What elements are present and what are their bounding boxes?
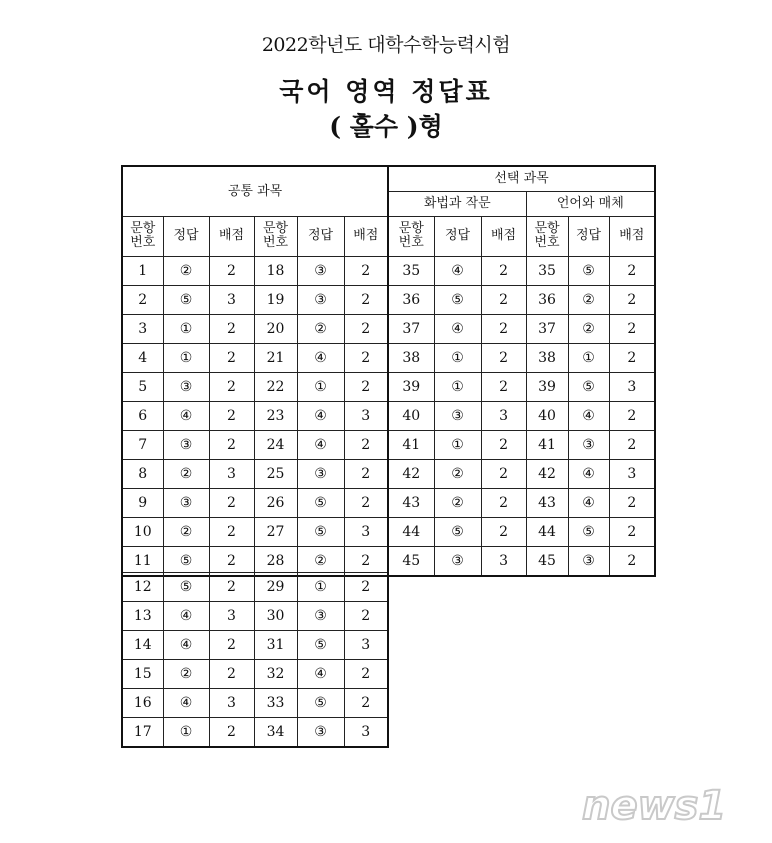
answer-key-table-continued bbox=[121, 572, 389, 748]
points-cell: 3 bbox=[609, 459, 655, 488]
question-number-cell: 38 bbox=[526, 343, 568, 372]
question-number-cell: 38 bbox=[388, 343, 434, 372]
question-number-cell: 39 bbox=[388, 372, 434, 401]
answer-cell: ③ bbox=[163, 430, 209, 459]
points-cell: 2 bbox=[609, 430, 655, 459]
points-cell: 3 bbox=[344, 718, 388, 748]
question-number-cell: 13 bbox=[122, 602, 163, 631]
question-number-cell: 2 bbox=[122, 285, 163, 314]
points-cell: 2 bbox=[344, 430, 388, 459]
column-header-number: 문항 번호 bbox=[254, 216, 297, 256]
points-cell: 2 bbox=[209, 372, 254, 401]
question-number-cell: 10 bbox=[122, 517, 163, 546]
points-cell: 2 bbox=[344, 256, 388, 285]
points-cell: 2 bbox=[209, 631, 254, 660]
question-number-cell: 6 bbox=[122, 401, 163, 430]
answer-cell: ⑤ bbox=[297, 689, 344, 718]
answer-cell: ③ bbox=[297, 718, 344, 748]
question-number-cell: 40 bbox=[388, 401, 434, 430]
answer-cell: ③ bbox=[434, 546, 481, 576]
answer-cell: ② bbox=[568, 314, 609, 343]
answer-cell: ④ bbox=[568, 401, 609, 430]
table-row bbox=[122, 660, 388, 689]
points-cell: 2 bbox=[481, 488, 526, 517]
answer-cell: ② bbox=[568, 285, 609, 314]
question-number-cell: 9 bbox=[122, 488, 163, 517]
points-cell: 2 bbox=[209, 573, 254, 602]
question-number-cell: 40 bbox=[526, 401, 568, 430]
question-number-cell: 5 bbox=[122, 372, 163, 401]
points-cell: 2 bbox=[344, 314, 388, 343]
points-cell: 2 bbox=[481, 285, 526, 314]
answer-cell: ③ bbox=[297, 459, 344, 488]
table-row bbox=[122, 573, 388, 602]
column-header-answer: 정답 bbox=[297, 216, 344, 256]
question-number-cell: 44 bbox=[388, 517, 434, 546]
question-number-cell: 25 bbox=[254, 459, 297, 488]
elective-a-header: 화법과 작문 bbox=[388, 191, 526, 216]
answer-cell: ① bbox=[297, 372, 344, 401]
points-cell: 2 bbox=[481, 430, 526, 459]
points-cell: 2 bbox=[344, 488, 388, 517]
answer-cell: ② bbox=[163, 517, 209, 546]
table-row bbox=[122, 401, 655, 430]
answer-cell: ③ bbox=[297, 602, 344, 631]
answer-cell: ④ bbox=[297, 660, 344, 689]
answer-cell: ④ bbox=[163, 631, 209, 660]
points-cell: 3 bbox=[481, 546, 526, 576]
question-number-cell: 19 bbox=[254, 285, 297, 314]
answer-cell: ① bbox=[163, 343, 209, 372]
points-cell: 2 bbox=[344, 573, 388, 602]
points-cell: 2 bbox=[209, 343, 254, 372]
points-cell: 2 bbox=[481, 517, 526, 546]
question-number-cell: 43 bbox=[388, 488, 434, 517]
points-cell: 2 bbox=[209, 660, 254, 689]
points-cell: 2 bbox=[609, 343, 655, 372]
table-row bbox=[122, 256, 655, 285]
answer-cell: ① bbox=[297, 573, 344, 602]
points-cell: 2 bbox=[609, 256, 655, 285]
column-header-number: 문항 번호 bbox=[526, 216, 568, 256]
subject-title: 국어 영역 정답표 bbox=[279, 77, 493, 106]
answer-cell: ② bbox=[297, 546, 344, 576]
points-cell: 2 bbox=[209, 314, 254, 343]
answer-cell: ④ bbox=[297, 430, 344, 459]
column-header-points: 배점 bbox=[209, 216, 254, 256]
points-cell: 2 bbox=[481, 459, 526, 488]
points-cell: 2 bbox=[609, 401, 655, 430]
points-cell: 2 bbox=[344, 343, 388, 372]
question-number-cell: 35 bbox=[388, 256, 434, 285]
column-header-points: 배점 bbox=[609, 216, 655, 256]
question-number-cell: 22 bbox=[254, 372, 297, 401]
question-number-cell: 21 bbox=[254, 343, 297, 372]
question-number-cell: 15 bbox=[122, 660, 163, 689]
question-number-cell: 28 bbox=[254, 546, 297, 576]
answer-cell: ③ bbox=[163, 488, 209, 517]
answer-cell: ④ bbox=[163, 401, 209, 430]
answer-cell: ① bbox=[434, 372, 481, 401]
points-cell: 2 bbox=[209, 401, 254, 430]
points-cell: 2 bbox=[481, 372, 526, 401]
answer-cell: ④ bbox=[297, 401, 344, 430]
question-number-cell: 20 bbox=[254, 314, 297, 343]
points-cell: 2 bbox=[609, 488, 655, 517]
question-number-cell: 8 bbox=[122, 459, 163, 488]
question-number-cell: 41 bbox=[526, 430, 568, 459]
question-number-cell: 14 bbox=[122, 631, 163, 660]
answer-cell: ① bbox=[568, 343, 609, 372]
points-cell: 2 bbox=[344, 459, 388, 488]
answer-cell: ③ bbox=[163, 372, 209, 401]
points-cell: 2 bbox=[344, 546, 388, 576]
table-row bbox=[122, 314, 655, 343]
question-number-cell: 3 bbox=[122, 314, 163, 343]
answer-cell: ① bbox=[163, 314, 209, 343]
answer-cell: ④ bbox=[568, 488, 609, 517]
table-row bbox=[122, 631, 388, 660]
answer-cell: ② bbox=[163, 660, 209, 689]
points-cell: 2 bbox=[344, 660, 388, 689]
elective-subject-header: 선택 과목 bbox=[388, 166, 655, 191]
common-subject-header: 공통 과목 bbox=[122, 166, 388, 216]
exam-type-label: ( 홀수 )형 bbox=[329, 112, 443, 141]
points-cell: 2 bbox=[209, 430, 254, 459]
table-row bbox=[122, 488, 655, 517]
question-number-cell: 17 bbox=[122, 718, 163, 748]
question-number-cell: 23 bbox=[254, 401, 297, 430]
points-cell: 3 bbox=[609, 372, 655, 401]
points-cell: 3 bbox=[209, 689, 254, 718]
question-number-cell: 45 bbox=[526, 546, 568, 576]
table-row bbox=[122, 602, 388, 631]
points-cell: 3 bbox=[344, 631, 388, 660]
question-number-cell: 45 bbox=[388, 546, 434, 576]
answer-cell: ⑤ bbox=[163, 546, 209, 576]
points-cell: 2 bbox=[481, 256, 526, 285]
table-row bbox=[122, 372, 655, 401]
answer-cell: ① bbox=[163, 718, 209, 748]
question-number-cell: 36 bbox=[388, 285, 434, 314]
points-cell: 2 bbox=[209, 718, 254, 748]
question-number-cell: 24 bbox=[254, 430, 297, 459]
table-row bbox=[122, 517, 655, 546]
answer-cell: ⑤ bbox=[297, 631, 344, 660]
answer-cell: ③ bbox=[297, 285, 344, 314]
answer-key-table bbox=[121, 165, 656, 577]
column-header-answer: 정답 bbox=[434, 216, 481, 256]
points-cell: 3 bbox=[344, 401, 388, 430]
points-cell: 2 bbox=[344, 372, 388, 401]
question-number-cell: 39 bbox=[526, 372, 568, 401]
points-cell: 2 bbox=[609, 546, 655, 576]
answer-cell: ④ bbox=[297, 343, 344, 372]
answer-cell: ④ bbox=[434, 314, 481, 343]
column-header-points: 배점 bbox=[481, 216, 526, 256]
question-number-cell: 12 bbox=[122, 573, 163, 602]
points-cell: 3 bbox=[209, 602, 254, 631]
question-number-cell: 18 bbox=[254, 256, 297, 285]
question-number-cell: 1 bbox=[122, 256, 163, 285]
column-header-number: 문항 번호 bbox=[122, 216, 163, 256]
table-row bbox=[122, 343, 655, 372]
question-number-cell: 34 bbox=[254, 718, 297, 748]
elective-b-header: 언어와 매체 bbox=[526, 191, 655, 216]
answer-cell: ⑤ bbox=[568, 372, 609, 401]
news1-logo-mark bbox=[582, 783, 726, 829]
column-header-number: 문항 번호 bbox=[388, 216, 434, 256]
answer-cell: ⑤ bbox=[297, 517, 344, 546]
question-number-cell: 26 bbox=[254, 488, 297, 517]
answer-cell: ② bbox=[297, 314, 344, 343]
points-cell: 2 bbox=[609, 314, 655, 343]
answer-cell: ⑤ bbox=[568, 517, 609, 546]
points-cell: 3 bbox=[344, 517, 388, 546]
question-number-cell: 44 bbox=[526, 517, 568, 546]
exam-title: 2022학년도 대학수학능력시험 bbox=[261, 34, 511, 56]
question-number-cell: 36 bbox=[526, 285, 568, 314]
answer-cell: ③ bbox=[568, 430, 609, 459]
answer-cell: ③ bbox=[434, 401, 481, 430]
answer-cell: ④ bbox=[163, 602, 209, 631]
points-cell: 2 bbox=[609, 285, 655, 314]
answer-cell: ⑤ bbox=[163, 285, 209, 314]
column-header-points: 배점 bbox=[344, 216, 388, 256]
answer-cell: ③ bbox=[297, 256, 344, 285]
answer-cell: ③ bbox=[568, 546, 609, 576]
points-cell: 2 bbox=[481, 343, 526, 372]
question-number-cell: 42 bbox=[526, 459, 568, 488]
question-number-cell: 30 bbox=[254, 602, 297, 631]
question-number-cell: 35 bbox=[526, 256, 568, 285]
points-cell: 2 bbox=[344, 285, 388, 314]
news1-logo bbox=[578, 775, 763, 835]
question-number-cell: 32 bbox=[254, 660, 297, 689]
answer-cell: ② bbox=[434, 459, 481, 488]
answer-cell: ① bbox=[434, 430, 481, 459]
table-row bbox=[122, 430, 655, 459]
column-header-answer: 정답 bbox=[568, 216, 609, 256]
points-cell: 2 bbox=[344, 602, 388, 631]
table-row bbox=[122, 689, 388, 718]
answer-cell: ⑤ bbox=[297, 488, 344, 517]
points-cell: 2 bbox=[209, 488, 254, 517]
question-number-cell: 31 bbox=[254, 631, 297, 660]
answer-cell: ② bbox=[163, 459, 209, 488]
answer-cell: ④ bbox=[568, 459, 609, 488]
points-cell: 3 bbox=[209, 285, 254, 314]
answer-cell: ④ bbox=[163, 689, 209, 718]
answer-cell: ④ bbox=[434, 256, 481, 285]
question-number-cell: 42 bbox=[388, 459, 434, 488]
points-cell: 3 bbox=[209, 459, 254, 488]
question-number-cell: 33 bbox=[254, 689, 297, 718]
question-number-cell: 4 bbox=[122, 343, 163, 372]
question-number-cell: 41 bbox=[388, 430, 434, 459]
question-number-cell: 27 bbox=[254, 517, 297, 546]
answer-cell: ⑤ bbox=[434, 517, 481, 546]
points-cell: 3 bbox=[481, 401, 526, 430]
svg-text:news1: news1 bbox=[582, 783, 727, 829]
answer-cell: ② bbox=[434, 488, 481, 517]
question-number-cell: 16 bbox=[122, 689, 163, 718]
column-header-answer: 정답 bbox=[163, 216, 209, 256]
answer-cell: ⑤ bbox=[434, 285, 481, 314]
table-row bbox=[122, 459, 655, 488]
question-number-cell: 11 bbox=[122, 546, 163, 576]
points-cell: 2 bbox=[209, 256, 254, 285]
points-cell: 2 bbox=[344, 689, 388, 718]
points-cell: 2 bbox=[609, 517, 655, 546]
question-number-cell: 7 bbox=[122, 430, 163, 459]
question-number-cell: 37 bbox=[526, 314, 568, 343]
table-row bbox=[122, 285, 655, 314]
answer-cell: ⑤ bbox=[163, 573, 209, 602]
table-row bbox=[122, 718, 388, 748]
answer-cell: ② bbox=[163, 256, 209, 285]
points-cell: 2 bbox=[209, 546, 254, 576]
points-cell: 2 bbox=[209, 517, 254, 546]
answer-cell: ① bbox=[434, 343, 481, 372]
points-cell: 2 bbox=[481, 314, 526, 343]
question-number-cell: 43 bbox=[526, 488, 568, 517]
answer-cell: ⑤ bbox=[568, 256, 609, 285]
question-number-cell: 37 bbox=[388, 314, 434, 343]
question-number-cell: 29 bbox=[254, 573, 297, 602]
